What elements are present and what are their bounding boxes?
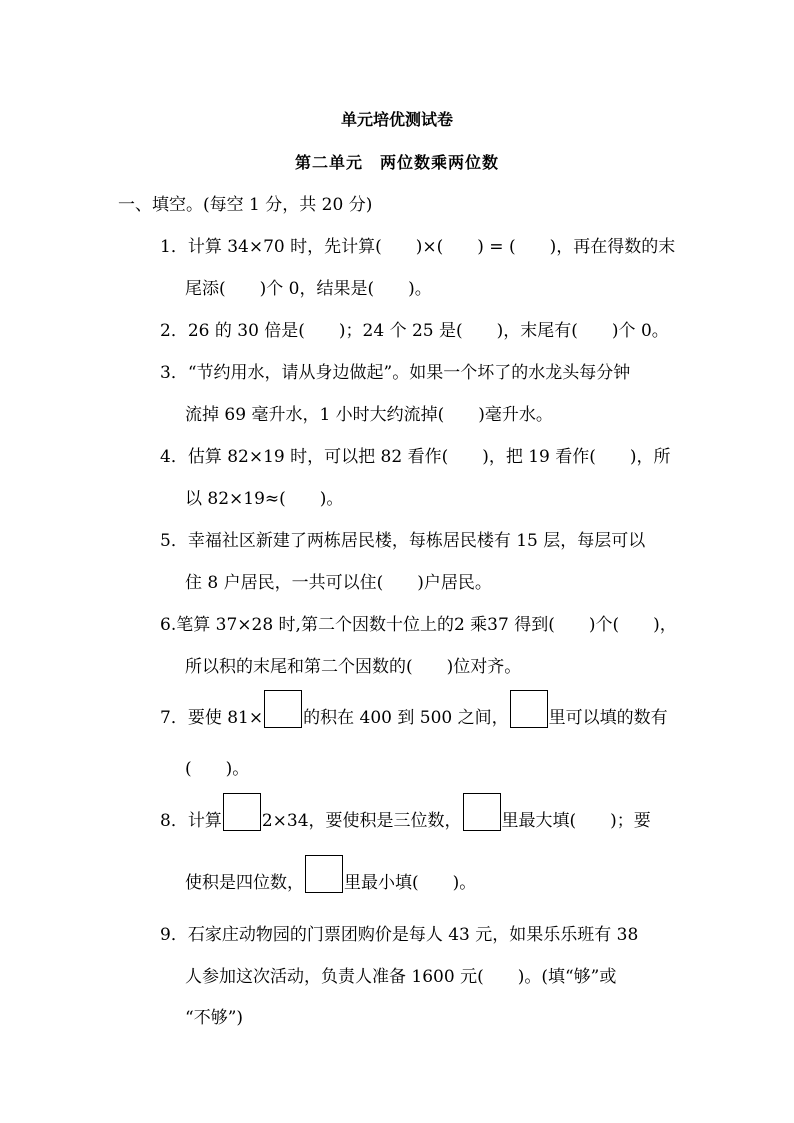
question-7-text-b: 的积在 400 到 500 之间， — [303, 708, 509, 728]
question-2-line-1: 2．26 的 30 倍是( )；24 个 25 是( )，末尾有( )个 0。 — [160, 321, 669, 341]
answer-box[interactable] — [463, 793, 501, 831]
question-5-line-2: 住 8 户居民，一共可以住( )户居民。 — [185, 573, 492, 593]
question-8-text-c: 里最大填( )；要 — [501, 811, 651, 831]
question-9-line-2: 人参加这次活动，负责人准备 1600 元( )。(填“够”或 — [185, 967, 617, 987]
question-9-line-1: 9．石家庄动物园的门票团购价是每人 43 元，如果乐乐班有 38 — [160, 925, 639, 945]
question-8-text-d: 使积是四位数， — [185, 873, 304, 893]
question-6-line-2: 所以积的末尾和第二个因数的( )位对齐。 — [185, 657, 522, 677]
question-7-line-2: ( )。 — [185, 759, 250, 779]
question-3-line-2: 流掉 69 毫升水，1 小时大约流掉( )毫升水。 — [185, 405, 553, 425]
question-7-line-1 — [160, 690, 668, 728]
question-8-line-1 — [160, 793, 651, 831]
question-5-line-1: 5．幸福社区新建了两栋居民楼，每栋居民楼有 15 层，每层可以 — [160, 531, 646, 551]
question-4-line-1: 4．估算 82×19 时，可以把 82 看作( )，把 19 看作( )，所 — [160, 447, 671, 467]
answer-box[interactable] — [305, 855, 343, 893]
question-3-line-1: 3．“节约用水，请从身边做起”。如果一个坏了的水龙头每分钟 — [160, 363, 631, 383]
answer-box[interactable] — [264, 690, 302, 728]
answer-box[interactable] — [510, 690, 548, 728]
question-8-text-b: 2×34，要使积是三位数， — [261, 811, 462, 831]
question-8-text-e: 里最小填( )。 — [344, 873, 477, 893]
answer-box[interactable] — [223, 793, 261, 831]
section-heading: 一、填空。(每空 1 分，共 20 分) — [118, 195, 373, 215]
question-8-text-a: 8．计算 — [160, 811, 222, 831]
question-7-text-a: 7．要使 81× — [160, 708, 264, 728]
question-6-line-1: 6.笔算 37×28 时,第二个因数十位上的2 乘37 得到( )个( )， — [160, 615, 677, 635]
question-1-line-2: 尾添( )个 0，结果是( )。 — [185, 279, 432, 299]
question-9-line-3: “不够”) — [185, 1008, 244, 1028]
question-1-line-1: 1．计算 34×70 时，先计算( )×( ) = ( )，再在得数的末 — [160, 237, 676, 257]
question-4-line-2: 以 82×19≈( )。 — [185, 489, 344, 509]
question-8-line-2 — [185, 855, 476, 893]
page-title: 单元培优测试卷 — [340, 110, 453, 129]
unit-subtitle: 第二单元 两位数乘两位数 — [294, 153, 499, 172]
question-7-text-c: 里可以填的数有 — [548, 708, 668, 728]
